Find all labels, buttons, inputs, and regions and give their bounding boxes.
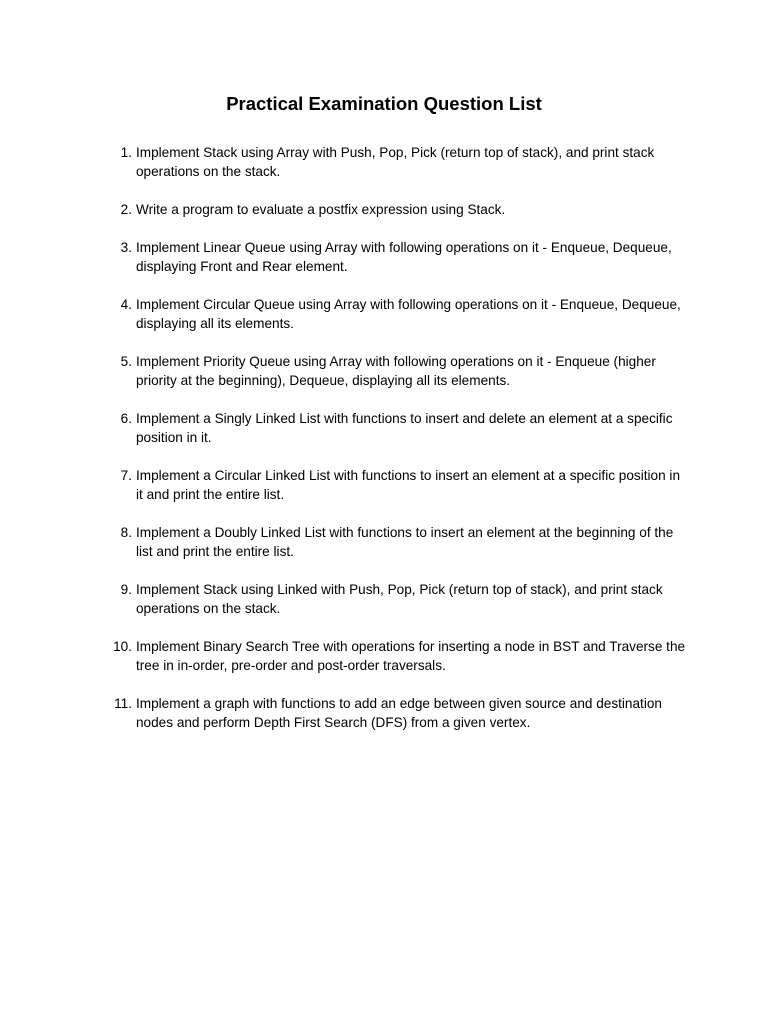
question-item <box>104 409 688 447</box>
question-item <box>104 352 688 390</box>
document-title: Practical Examination Question List <box>226 93 542 114</box>
question-item <box>104 295 688 333</box>
question-text: Implement a graph with functions to add an edge between given source and destination nodes and perform Depth First Search (DFS) from a given vertex. <box>136 696 662 730</box>
question-item <box>104 143 688 181</box>
question-number: 8. <box>120 525 132 540</box>
question-number: 6. <box>120 411 132 426</box>
question-text: Implement a Singly Linked List with functions to insert and delete an element at a specific position in it. <box>136 411 673 445</box>
question-item <box>104 580 688 618</box>
question-text: Implement Priority Queue using Array with following operations on it - Enqueue (higher priority at the beginning), Dequeue, displaying all its elements. <box>136 354 656 388</box>
question-number: 7. <box>120 468 132 483</box>
question-number: 10. <box>113 639 132 654</box>
question-item <box>104 200 688 219</box>
question-item <box>104 694 688 732</box>
question-text: Implement a Doubly Linked List with functions to insert an element at the beginning of the list and print the entire list. <box>136 525 674 559</box>
question-number: 11. <box>114 696 132 711</box>
question-item <box>104 238 688 276</box>
question-number: 5. <box>120 354 132 369</box>
question-number: 1. <box>120 145 132 160</box>
question-list <box>104 143 688 751</box>
question-text: Implement Circular Queue using Array with following operations on it - Enqueue, Dequeue, displaying all its elements. <box>136 297 681 331</box>
question-item <box>104 637 688 675</box>
question-text: Implement a Circular Linked List with functions to insert an element at a specific position in it and print the entire list. <box>136 468 681 502</box>
question-item <box>104 466 688 504</box>
question-number: 9. <box>120 582 132 597</box>
question-text: Implement Stack using Linked with Push, Pop, Pick (return top of stack), and print stack operations on the stack. <box>136 582 663 616</box>
question-number: 4. <box>120 297 132 312</box>
question-text: Implement Linear Queue using Array with following operations on it - Enqueue, Dequeue, displaying Front and Rear element. <box>136 240 672 274</box>
question-text: Implement Binary Search Tree with operations for inserting a node in BST and Traverse the tree in in-order, pre-order and post-order traversals. <box>136 639 686 673</box>
question-item <box>104 523 688 561</box>
question-number: 2. <box>120 202 132 217</box>
question-text: Implement Stack using Array with Push, Pop, Pick (return top of stack), and print stack operations on the stack. <box>136 145 655 179</box>
question-text: Write a program to evaluate a postfix expression using Stack. <box>136 202 506 217</box>
question-number: 3. <box>120 240 132 255</box>
